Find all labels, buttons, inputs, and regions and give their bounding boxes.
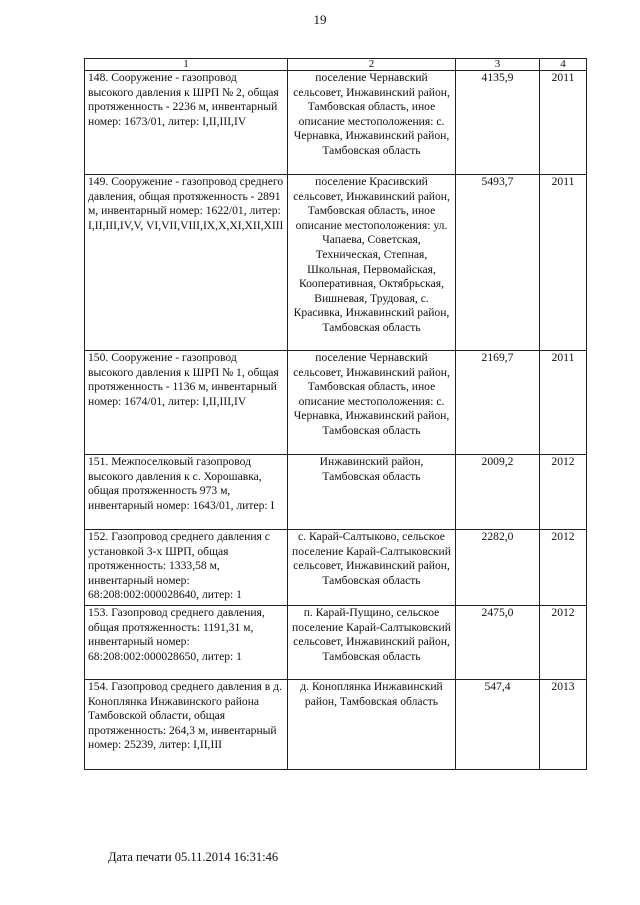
object-value: 2475,0 — [456, 606, 540, 680]
object-description: 151. Межпоселковый газопровод высокого давления к с. Хорошавка, общая протяженность 973 м, инвентарный номер: 1643/01, литер: I — [85, 455, 288, 530]
object-year: 2011 — [540, 175, 587, 351]
object-location: д. Коноплянка Инжавинский район, Тамбовская область — [288, 680, 456, 770]
object-location: поселение Красивский сельсовет, Инжавинский район, Тамбовская область, иное описание местоположения: ул. Чапаева, Советская, Техническая, Степная, Школьная, Первомайская, Кооперативная, Октябрьская, Вишневая, Трудовая, с. Красивка, Инжавинский район, Тамбовская область — [288, 175, 456, 351]
table-row — [85, 71, 587, 175]
object-year: 2012 — [540, 530, 587, 606]
object-description: 148. Сооружение - газопровод высокого давления к ШРП № 2, общая протяженность - 2236 м, инвентарный номер: 1673/01, литер: I,II,III,IV — [85, 71, 288, 175]
object-year: 2011 — [540, 351, 587, 455]
object-value: 5493,7 — [456, 175, 540, 351]
object-location: п. Карай-Пущино, сельское поселение Карай-Салтыковский сельсовет, Инжавинский район, Тамбовская область — [288, 606, 456, 680]
object-year: 2013 — [540, 680, 587, 770]
column-header-3: 3 — [456, 59, 540, 71]
object-description: 152. Газопровод среднего давления с установкой 3-х ШРП, общая протяженность: 1333,58 м, инвентарный номер: 68:208:002:000028640, литер: 1 — [85, 530, 288, 606]
column-header-2: 2 — [288, 59, 456, 71]
object-value: 2009,2 — [456, 455, 540, 530]
table-row — [85, 175, 587, 351]
object-location: с. Карай-Салтыково, сельское поселение Карай-Салтыковский сельсовет, Инжавинский район, Тамбовская область — [288, 530, 456, 606]
object-year: 2011 — [540, 71, 587, 175]
object-description: 154. Газопровод среднего давления в д. Коноплянка Инжавинского района Тамбовской области, общая протяженность: 264,3 м, инвентарный номер: 25239, литер: I,II,III — [85, 680, 288, 770]
table-row — [85, 455, 587, 530]
object-year: 2012 — [540, 455, 587, 530]
object-description: 149. Сооружение - газопровод среднего давления, общая протяженность - 2891 м, инвентарный номер: 1622/01, литер: I,II,III,IV,V, VI,VII,VIII,IX,X,XI,XII,XIII — [85, 175, 288, 351]
column-header-4: 4 — [540, 59, 587, 71]
object-value: 4135,9 — [456, 71, 540, 175]
object-value: 2169,7 — [456, 351, 540, 455]
print-date: Дата печати 05.11.2014 16:31:46 — [108, 850, 279, 864]
table-row — [85, 680, 587, 770]
page-number: 19 — [313, 12, 327, 27]
table-row — [85, 530, 587, 606]
object-year: 2012 — [540, 606, 587, 680]
object-description: 150. Сооружение - газопровод высокого давления к ШРП № 1, общая протяженность - 1136 м, инвентарный номер: 1674/01, литер: I,II,III,IV — [85, 351, 288, 455]
object-value: 2282,0 — [456, 530, 540, 606]
object-location: поселение Чернавский сельсовет, Инжавинский район, Тамбовская область, иное описание местоположения: с. Чернавка, Инжавинский район, Тамбовская область — [288, 71, 456, 175]
registry-table — [84, 58, 587, 770]
table-row — [85, 351, 587, 455]
object-location: поселение Чернавский сельсовет, Инжавинский район, Тамбовская область, иное описание местоположения: с. Чернавка, Инжавинский район, Тамбовская область — [288, 351, 456, 455]
object-location: Инжавинский район, Тамбовская область — [288, 455, 456, 530]
table-header-row — [85, 59, 587, 71]
column-header-1: 1 — [85, 59, 288, 71]
object-value: 547,4 — [456, 680, 540, 770]
object-description: 153. Газопровод среднего давления, общая протяженность: 1191,31 м, инвентарный номер: 68:208:002:000028650, литер: 1 — [85, 606, 288, 680]
table-row — [85, 606, 587, 680]
